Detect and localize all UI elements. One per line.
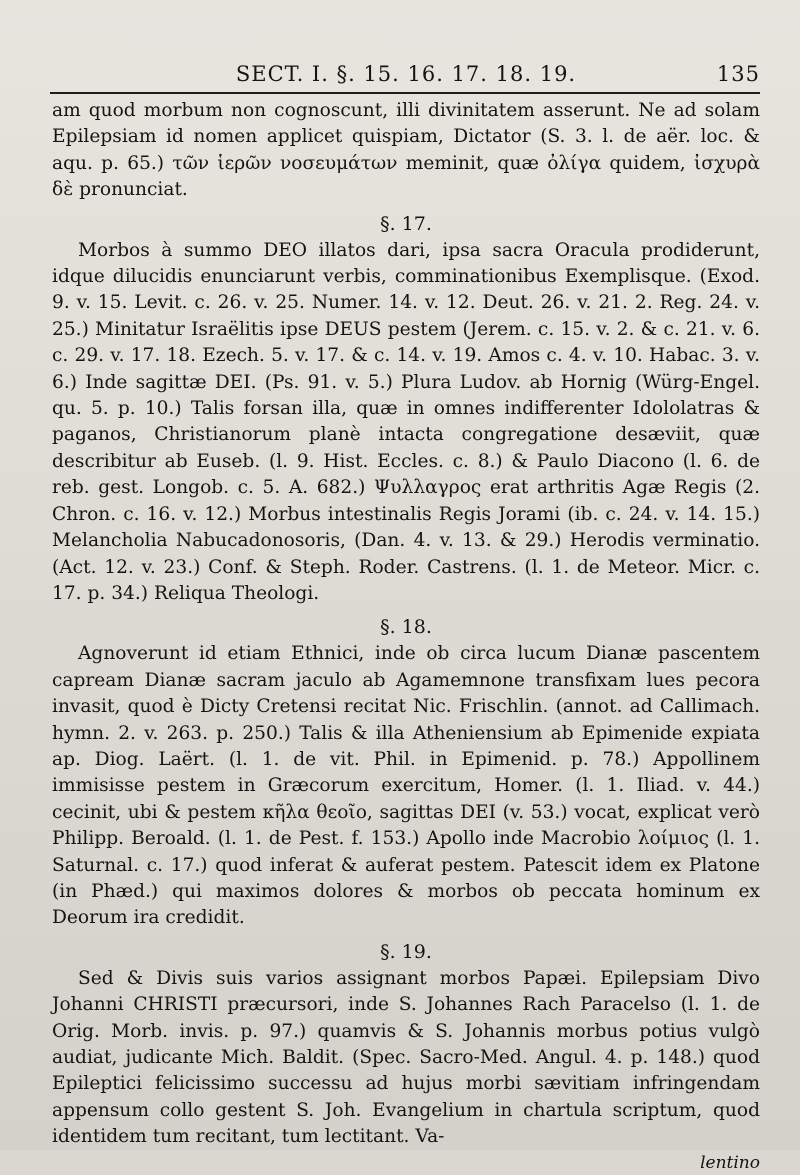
running-header — [52, 50, 760, 86]
catchword: lentino — [700, 1152, 760, 1173]
paragraph-continuation: am quod morbum non cognoscunt, illi divinitatem asserunt. Ne ad solam Epilepsiam id nomen applicet quispiam, Dictator (S. 3. l. de aër. loc. & aqu. p. 65.) τῶν ἱερῶν νοσευμάτων meminit, quæ ὀλίγα quidem, ἰσχυρὰ δὲ pronunciat. — [52, 100, 760, 201]
running-title: SECT. I. §. 15. 16. 17. 18. 19. — [235, 62, 577, 86]
paragraph-section-19: Sed & Divis suis varios assignant morbos Papæi. Epilepsiam Divo Johanni CHRISTI præcursori, inde S. Johannes Rach Paracelso (l. 1. de Orig. Morb. invis. p. 97.) quamvis & S. Johannis morbus potius vulgò audiat, judicante Mich. Baldit. (Spec. Sacro-Med. Angul. 4. p. 148.) quod Epileptici felicissimo successu ad hujus morbi sævitiam infringendam appensum collo gestent S. Joh. Evangelium in chartula scriptum, quod identidem tum recitant, tum lectitant. Va- — [52, 967, 760, 1148]
section-heading-17: §. 17. — [380, 212, 432, 235]
page-number: 135 — [716, 62, 760, 86]
section-heading-19: §. 19. — [380, 940, 432, 963]
body-text — [52, 98, 760, 1175]
header-rule — [50, 92, 760, 94]
paragraph-section-18: Agnoverunt id etiam Ethnici, inde ob circa lucum Dianæ pascentem capream Dianæ sacram jaculo ab Agamemnone transfixam lues pecora invasit, quod è Dicty Cretensi recitat Nic. Frischlin. (annot. ad Callimach. hymn. 2. v. 263. p. 250.) Talis & illa Atheniensium ab Epimenide expiata ap. Diog. Laërt. (l. 1. de vit. Phil. in Epimenid. p. 78.) Appollinem immisisse pestem in Græcorum exercitum, Homer. (l. 1. Iliad. v. 44.) cecinit, ubi & pestem κῆλα θεοῖο, sagittas DEI (v. 53.) vocat, explicat verò Philipp. Beroald. (l. 1. de Pest. f. 153.) Apollo inde Macrobio λοίμιος (l. 1. Saturnal. c. 17.) quod inferat & auferat pestem. Patescit idem ex Platone (in Phæd.) qui maximos dolores & morbos ob peccata hominum ex Deorum ira credidit. — [52, 643, 760, 929]
section-heading-18: §. 18. — [380, 616, 432, 639]
paragraph-section-17: Morbos à summo DEO illatos dari, ipsa sacra Oracula prodiderunt, idque dilucidis enunciarunt verbis, comminationibus Exemplisque. (Exod. 9. v. 15. Levit. c. 26. v. 25. Numer. 14. v. 12. Deut. 26. v. 21. 2. Reg. 24. v. 25.) Minitatur Israëlitis ipse DEUS pestem (Jerem. c. 15. v. 2. & c. 21. v. 6. c. 29. v. 17. 18. Ezech. 5. v. 17. & c. 14. v. 19. Amos c. 4. v. 10. Habac. 3. v. 6.) Inde sagittæ DEI. (Ps. 91. v. 5.) Plura Ludov. ab Hornig (Würg-Engel. qu. 5. p. 10.) Talis forsan illa, quæ in omnes indifferenter Idololatras & paganos, Christianorum planè intacta congregatione desæviit, quæ describitur ab Euseb. (l. 9. Hist. Eccles. c. 8.) & Paulo Diacono (l. 6. de reb. gest. Longob. c. 5. A. 682.) Ψυλλαγρος erat arthritis Agæ Regis (2. Chron. c. 16. v. 12.) Morbus intestinalis Regis Jorami (ib. c. 24. v. 14. 15.) Melancholia Nabucadonosoris, (Dan. 4. v. 13. & 29.) Herodis verminatio. (Act. 12. v. 23.) Conf. & Steph. Roder. Castrens. (l. 1. de Meteor. Micr. c. 17. p. 34.) Reliqua Theologi. — [52, 239, 760, 604]
